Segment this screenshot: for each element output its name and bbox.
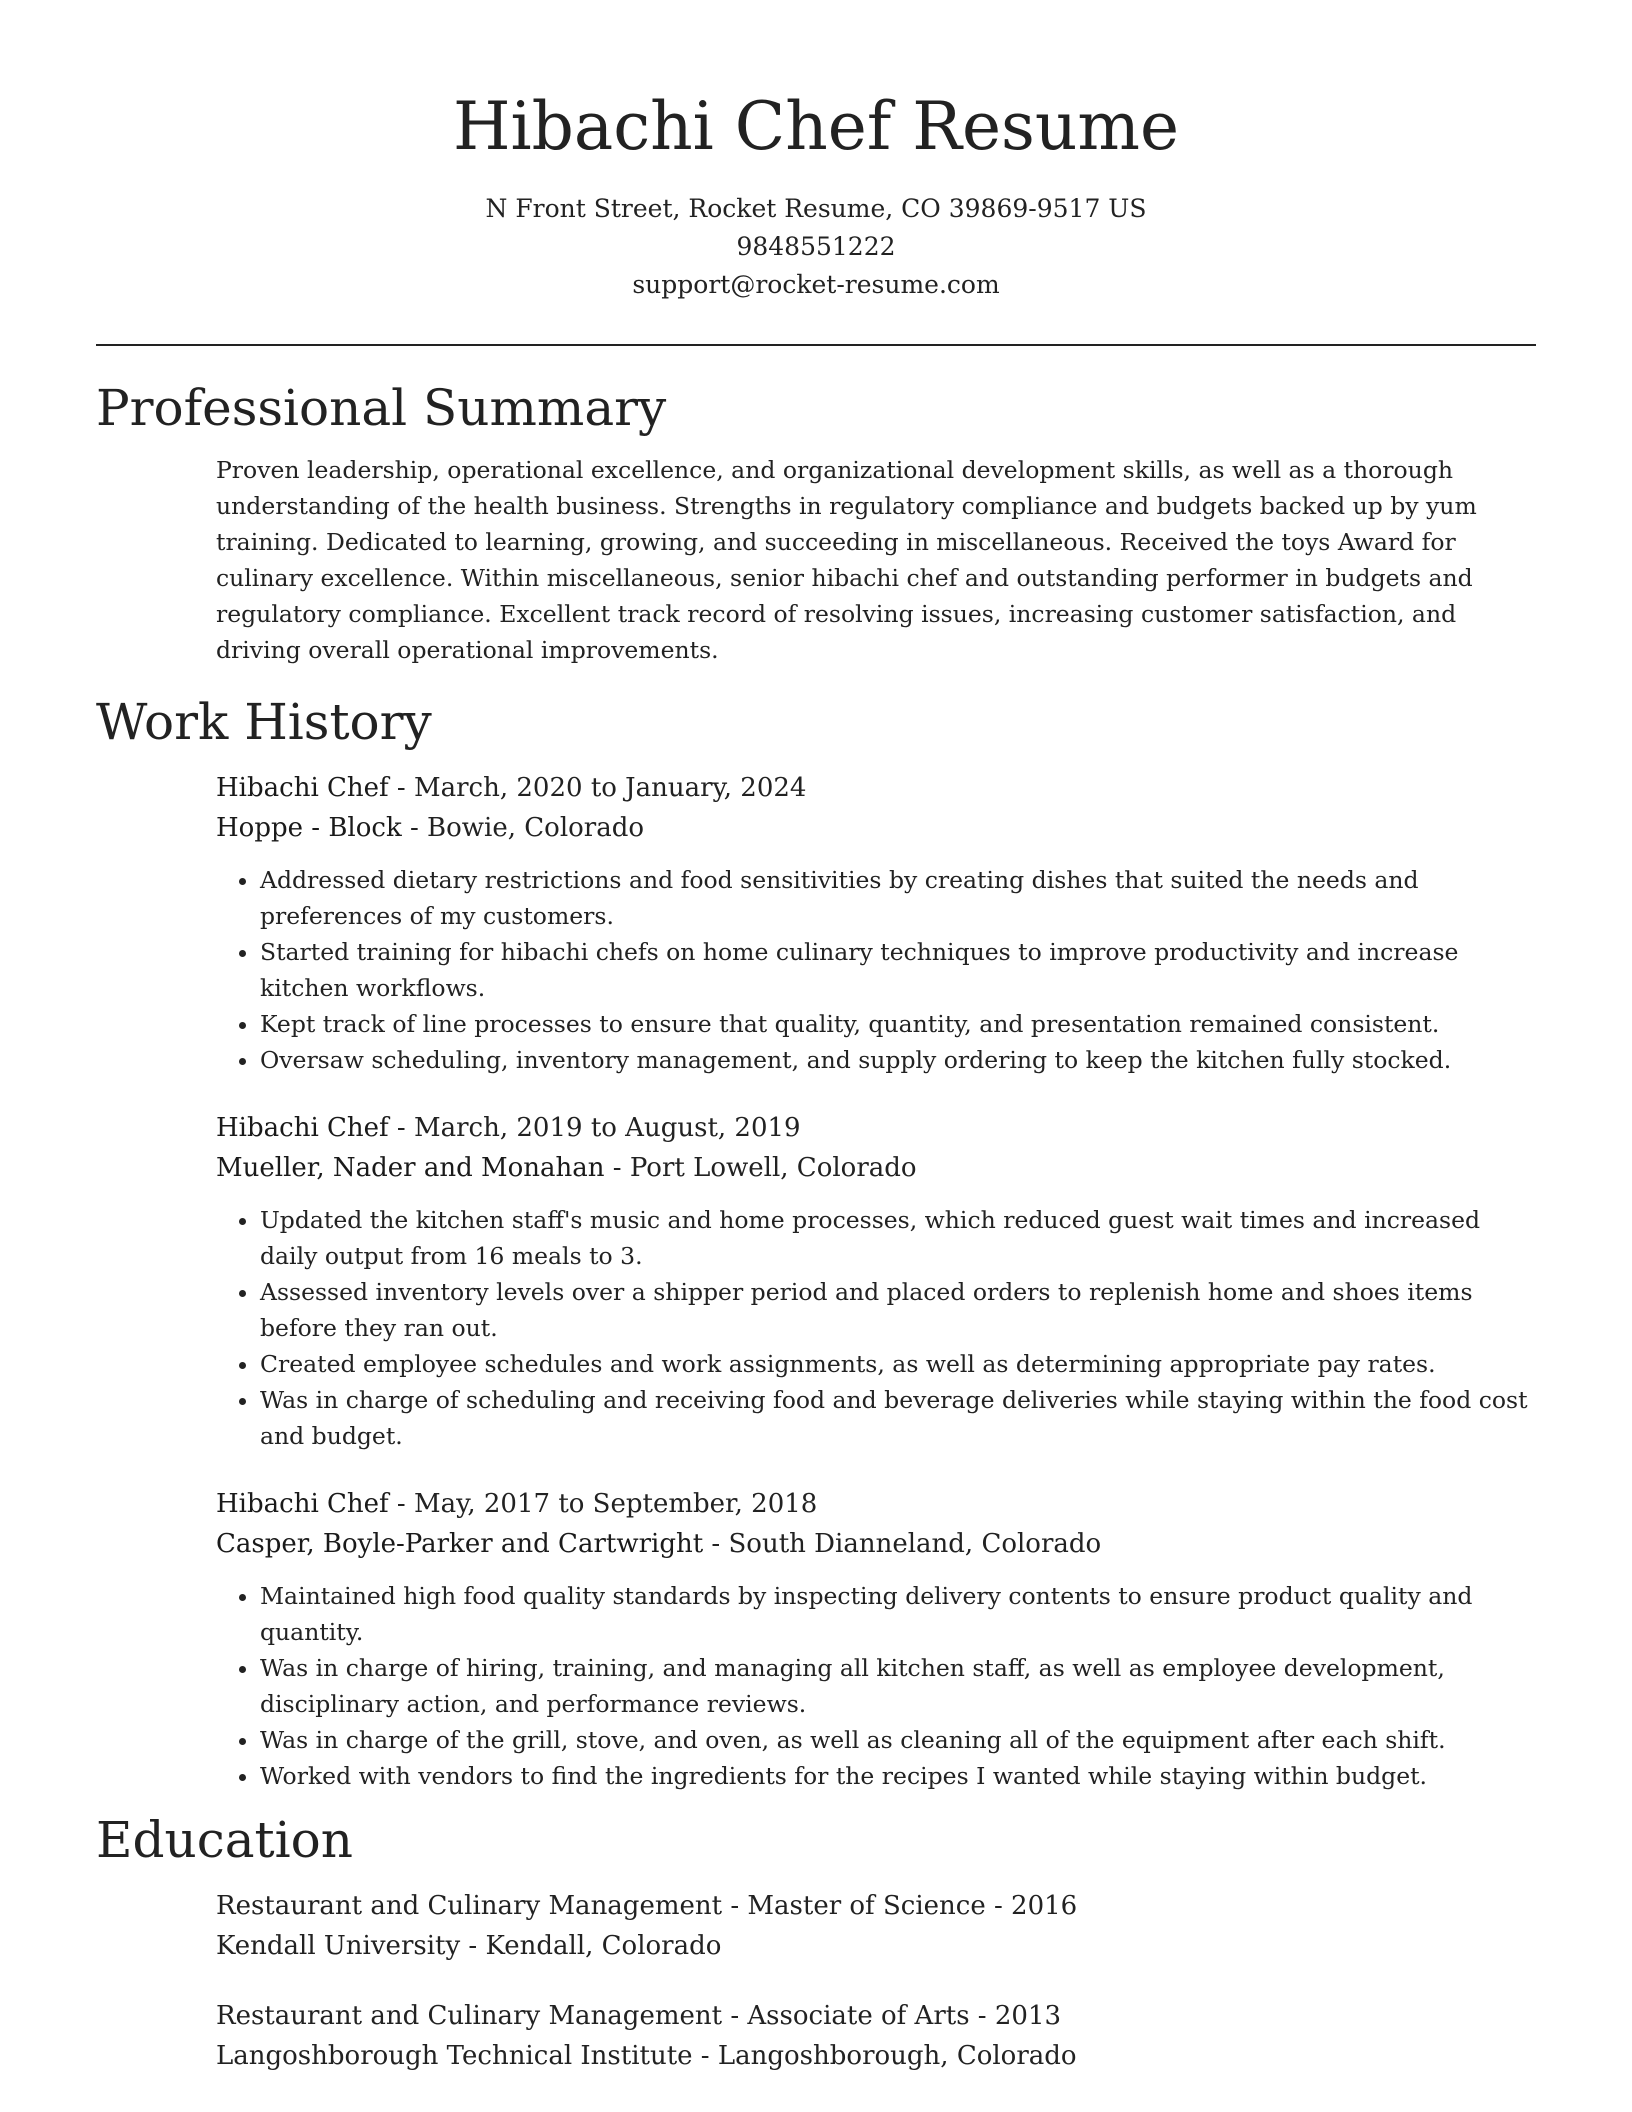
education-year: 2013 (994, 2001, 1062, 2031)
education-field: Restaurant and Culinary Management (216, 2001, 723, 2031)
resume-page (96, 0, 1536, 2076)
job-bullet: • Created employee schedules and work assignments, as well as determining appropriate pay rates. (260, 1346, 1536, 1382)
job-bullet: • Assessed inventory levels over a shipper period and placed orders to replenish home and shoes items before they ran out. (260, 1274, 1536, 1346)
education-school: Langoshborough Technical Institute (216, 2041, 693, 2071)
job-dates: March, 2019 to August, 2019 (414, 1113, 801, 1143)
education-entry (216, 1886, 1536, 1966)
job-entry (216, 1484, 1536, 1794)
job-entry (216, 1108, 1536, 1454)
job-location: South Dianneland, Colorado (728, 1529, 1102, 1559)
education-degree: Master of Science (747, 1891, 986, 1921)
job-role: Hibachi Chef (216, 773, 389, 803)
job-bullet: • Updated the kitchen staff's music and home processes, which reduced guest wait times and increased daily output from 16 meals to 3. (260, 1202, 1536, 1274)
professional-summary-heading: Professional Summary (96, 379, 667, 437)
job-location: Bowie, Colorado (427, 813, 645, 843)
header-divider (96, 344, 1536, 346)
job-bullet: • Was in charge of scheduling and receiving food and beverage deliveries while staying within the food cost and budget. (260, 1382, 1536, 1454)
education-degree-line: Restaurant and Culinary Management - Associate of Arts - 2013 (216, 2001, 1062, 2031)
job-bullet: • Worked with vendors to find the ingredients for the recipes I wanted while staying within budget. (260, 1758, 1536, 1794)
job-dates: March, 2020 to January, 2024 (414, 773, 807, 803)
job-role: Hibachi Chef (216, 1113, 389, 1143)
job-bullet: • Addressed dietary restrictions and food sensitivities by creating dishes that suited the needs and preferences of my customers. (260, 862, 1536, 934)
job-title-line: Hibachi Chef - May, 2017 to September, 2018 (216, 1489, 818, 1519)
job-bullets (216, 862, 1536, 1078)
education-school-line: Kendall University - Kendall, Colorado (216, 1931, 722, 1961)
job-employer-line: Mueller, Nader and Monahan - Port Lowell, Colorado (216, 1153, 917, 1183)
job-employer-line: Casper, Boyle-Parker and Cartwright - South Dianneland, Colorado (216, 1529, 1102, 1559)
job-bullet: • Oversaw scheduling, inventory management, and supply ordering to keep the kitchen fully stocked. (260, 1042, 1536, 1078)
education-location: Langoshborough, Colorado (717, 2041, 1077, 2071)
work-history-section (96, 690, 1536, 1794)
contact-address: N Front Street, Rocket Resume, CO 39869-9517 US (485, 194, 1147, 223)
job-bullet: • Maintained high food quality standards by inspecting delivery contents to ensure product quality and quantity. (260, 1578, 1536, 1650)
education-section (96, 1808, 1536, 2076)
professional-summary-text: Proven leadership, operational excellence, and organizational development skills, as well as a thorough understanding of the health business. Strengths in regulatory compliance and budgets backed up by yum training. Dedicated to learning, growing, and succeeding in miscellaneous. Received the toys Award for culinary excellence. Within miscellaneous, senior hibachi chef and outstanding performer in budgets and regulatory compliance. Excellent track record of resolving issues, increasing customer satisfaction, and driving overall operational improvements. (216, 456, 1477, 664)
job-title-line: Hibachi Chef - March, 2019 to August, 2019 (216, 1113, 801, 1143)
education-year: 2016 (1011, 1891, 1078, 1921)
resume-header (96, 0, 1536, 304)
job-bullet: • Started training for hibachi chefs on home culinary techniques to improve productivity and increase kitchen workflows. (260, 934, 1536, 1006)
education-degree-line: Restaurant and Culinary Management - Master of Science - 2016 (216, 1891, 1078, 1921)
job-location: Port Lowell, Colorado (629, 1153, 917, 1183)
job-company: Casper, Boyle-Parker and Cartwright (216, 1529, 704, 1559)
job-bullets (216, 1578, 1536, 1794)
contact-phone: 9848551222 (736, 232, 896, 261)
job-bullet: • Kept track of line processes to ensure that quality, quantity, and presentation remained consistent. (260, 1006, 1536, 1042)
resume-title: Hibachi Chef Resume (452, 88, 1180, 165)
job-dates: May, 2017 to September, 2018 (414, 1489, 818, 1519)
education-entry (216, 1996, 1536, 2076)
job-employer-line: Hoppe - Block - Bowie, Colorado (216, 813, 645, 843)
contact-email: support@rocket-resume.com (632, 270, 1000, 299)
work-history-heading: Work History (96, 693, 432, 751)
education-location: Kendall, Colorado (485, 1931, 722, 1961)
job-bullet: • Was in charge of the grill, stove, and oven, as well as cleaning all of the equipment after each shift. (260, 1722, 1536, 1758)
job-company: Mueller, Nader and Monahan (216, 1153, 605, 1183)
job-company: Hoppe - Block (216, 813, 402, 843)
job-role: Hibachi Chef (216, 1489, 389, 1519)
education-degree: Associate of Arts (747, 2001, 970, 2031)
education-school-line: Langoshborough Technical Institute - Langoshborough, Colorado (216, 2041, 1077, 2071)
job-bullets (216, 1202, 1536, 1454)
education-heading: Education (96, 1811, 353, 1869)
job-title-line: Hibachi Chef - March, 2020 to January, 2024 (216, 773, 807, 803)
job-entry (216, 768, 1536, 1078)
professional-summary-section (96, 376, 1536, 668)
education-school: Kendall University (216, 1931, 461, 1961)
job-bullet: • Was in charge of hiring, training, and managing all kitchen staff, as well as employee development, disciplinary action, and performance reviews. (260, 1650, 1536, 1722)
education-field: Restaurant and Culinary Management (216, 1891, 723, 1921)
